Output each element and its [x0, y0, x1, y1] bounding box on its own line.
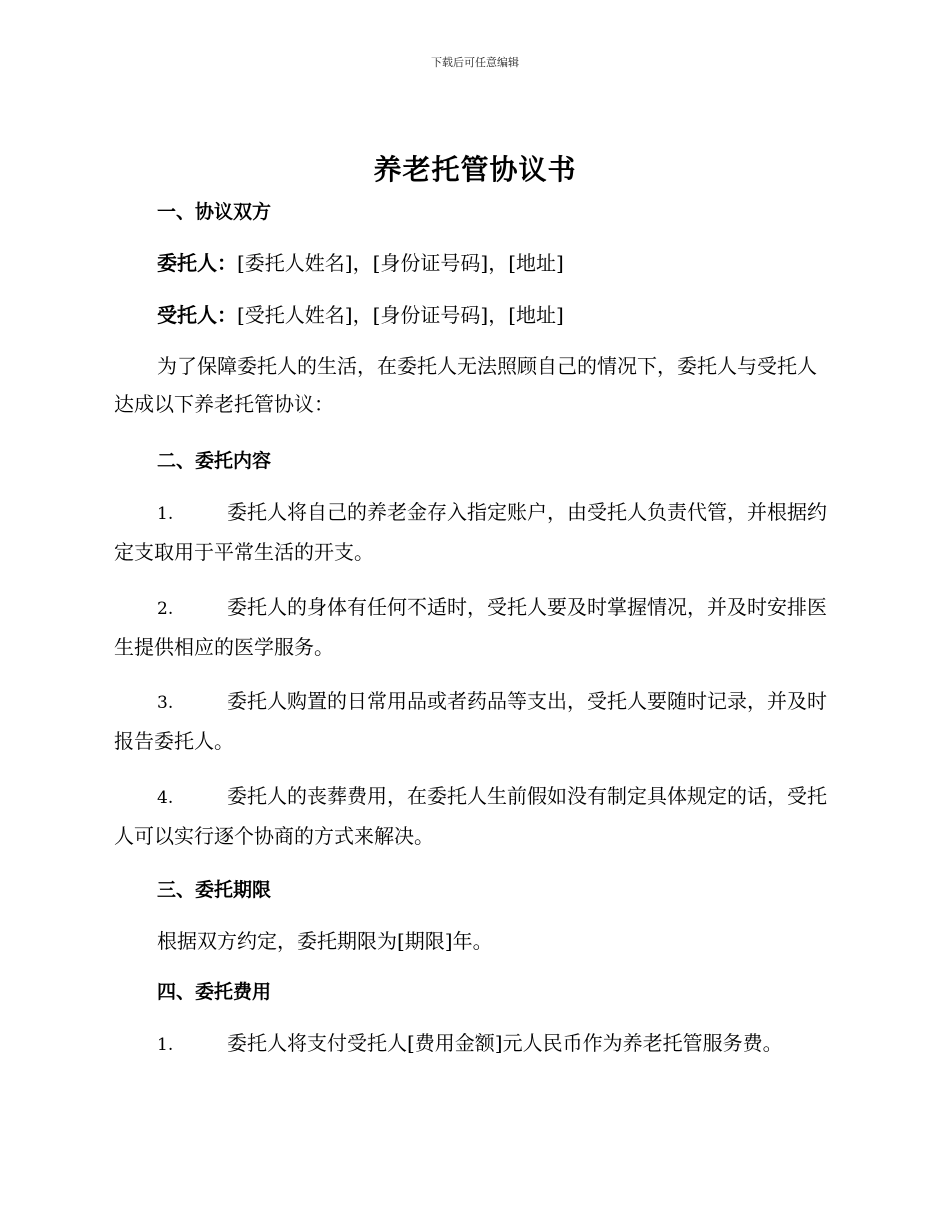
- list-item-text: 委托人的丧葬费用，在委托人生前假如没有制定具体规定的话，受托人可以实行逐个协商的方式来解决。: [114, 784, 827, 848]
- list-item: [114, 493, 834, 571]
- list-item: [114, 1024, 834, 1064]
- header-note: 下载后可任意编辑: [431, 56, 519, 69]
- agent-value: [受托人姓名]，[身份证号码]，[地址]: [237, 303, 564, 327]
- intro-paragraph: 为了保障委托人的生活，在委托人无法照顾自己的情况下，委托人与受托人达成以下养老托管协议：: [114, 354, 817, 416]
- principal-line: [157, 244, 877, 282]
- principal-value: [委托人姓名]，[身份证号码]，[地址]: [237, 251, 564, 275]
- section-1-heading: 一、协议双方: [157, 201, 272, 223]
- list-item-text: 委托人的身体有任何不适时，受托人要及时掌握情况，并及时安排医生提供相应的医学服务。: [114, 595, 827, 659]
- list-item: [114, 588, 834, 666]
- document-title: 养老托管协议书: [373, 153, 577, 186]
- list-item-number: 1.: [157, 1035, 174, 1055]
- list-item-number: 2.: [157, 599, 174, 619]
- list-item-number: 4.: [157, 788, 174, 808]
- list-item-number: 1.: [157, 504, 174, 524]
- list-item-text: 委托人将支付受托人[费用金额]元人民币作为养老托管服务费。: [227, 1031, 783, 1055]
- list-item-text: 委托人将自己的养老金存入指定账户，由受托人负责代管，并根据约定支取用于平常生活的开支。: [114, 500, 827, 564]
- agent-line: [157, 296, 877, 334]
- list-item-text: 委托人购置的日常用品或者药品等支出，受托人要随时记录，并及时报告委托人。: [114, 689, 827, 753]
- term-paragraph: 根据双方约定，委托期限为[期限]年。: [157, 929, 493, 953]
- section-4-heading: 四、委托费用: [157, 981, 272, 1003]
- section-3-heading: 三、委托期限: [157, 879, 272, 901]
- list-item: [114, 777, 834, 855]
- list-item-number: 3.: [157, 693, 174, 713]
- section-2-heading: 二、委托内容: [157, 450, 272, 472]
- principal-label: 委托人：: [157, 251, 237, 275]
- agent-label: 受托人：: [157, 303, 237, 327]
- list-item: [114, 682, 834, 760]
